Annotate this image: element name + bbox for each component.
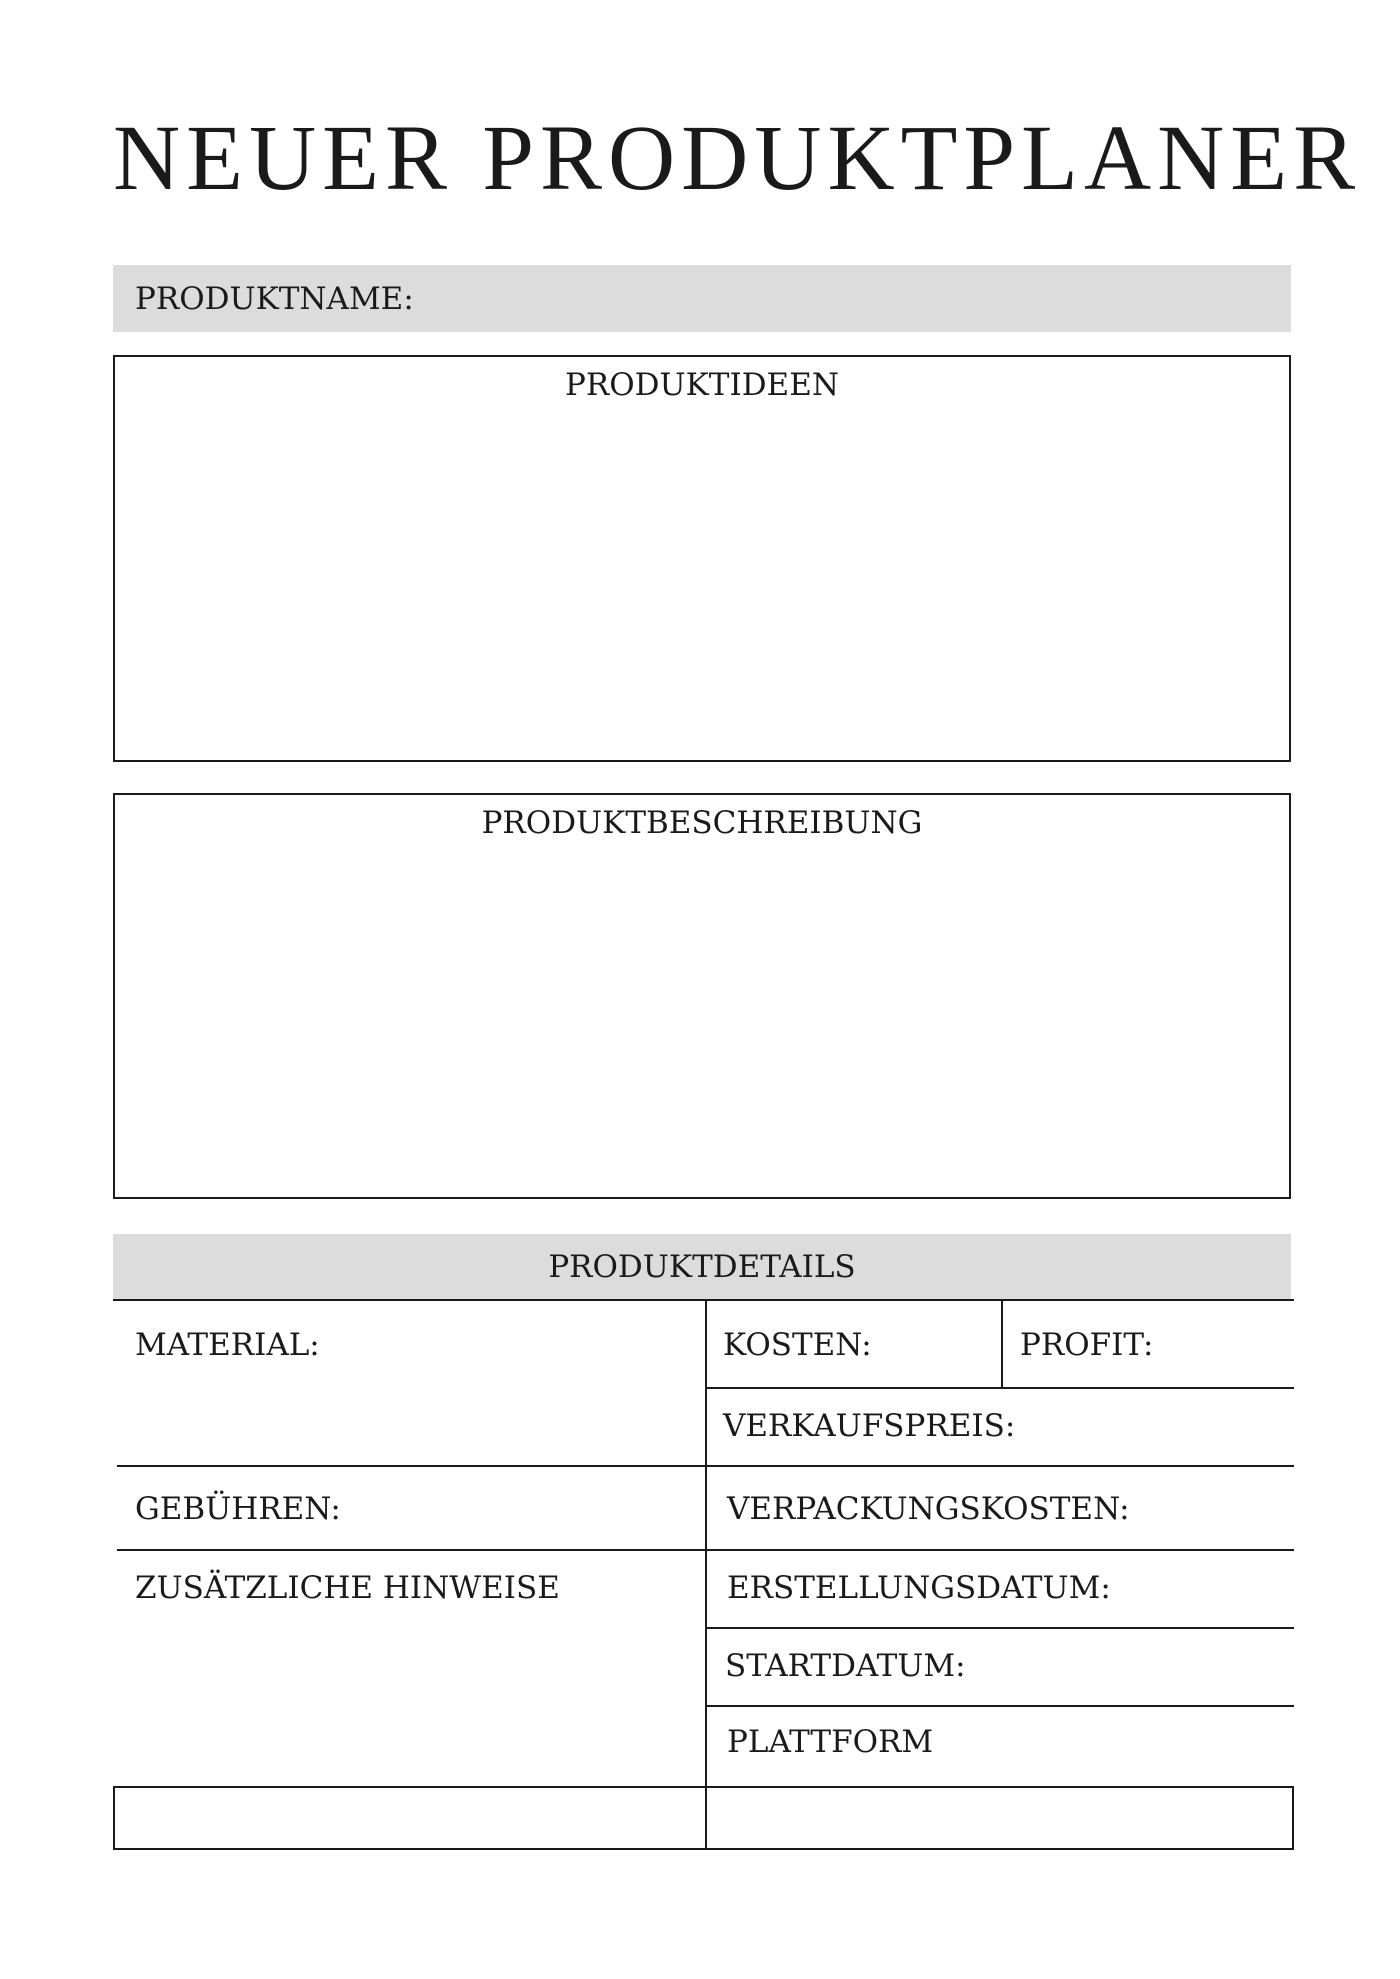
bottom-row-divider [705,1788,707,1848]
details-top-border [113,1299,1294,1301]
product-details-label: PRODUKTDETAILS [548,1249,856,1285]
product-ideas-label: PRODUKTIDEEN [565,367,839,403]
platform-field[interactable]: PLATTFORM [727,1724,934,1760]
product-ideas-box[interactable] [113,355,1291,762]
product-description-box[interactable] [113,793,1291,1199]
details-column-divider [705,1300,707,1786]
right-row-divider-1 [706,1627,1294,1629]
creation-date-field[interactable]: ERSTELLUNGSDATUM: [727,1570,1111,1606]
product-name-field[interactable] [113,265,1291,332]
fees-field[interactable]: GEBÜHREN: [135,1491,341,1527]
packaging-costs-field[interactable]: VERPACKUNGSKOSTEN: [727,1491,1130,1527]
row-divider-2 [117,1549,1294,1551]
product-details-header [113,1234,1291,1300]
row-divider-1 [117,1465,1294,1467]
costs-field[interactable]: KOSTEN: [723,1327,872,1363]
product-name-label: PRODUKTNAME: [135,280,414,317]
costs-profit-divider [1001,1300,1003,1388]
start-date-field[interactable]: STARTDATUM: [725,1648,966,1684]
additional-notes-field[interactable]: ZUSÄTZLICHE HINWEISE [135,1570,560,1606]
page-title: NEUER PRODUKTPLANER [113,107,1362,210]
right-row-divider-2 [706,1705,1294,1707]
costs-row-divider [706,1387,1294,1389]
profit-field[interactable]: PROFIT: [1020,1327,1154,1363]
bottom-row-box [113,1786,1294,1850]
product-description-label: PRODUKTBESCHREIBUNG [481,805,923,841]
sale-price-field[interactable]: VERKAUFSPREIS: [723,1408,1016,1444]
material-field[interactable]: MATERIAL: [135,1327,320,1363]
